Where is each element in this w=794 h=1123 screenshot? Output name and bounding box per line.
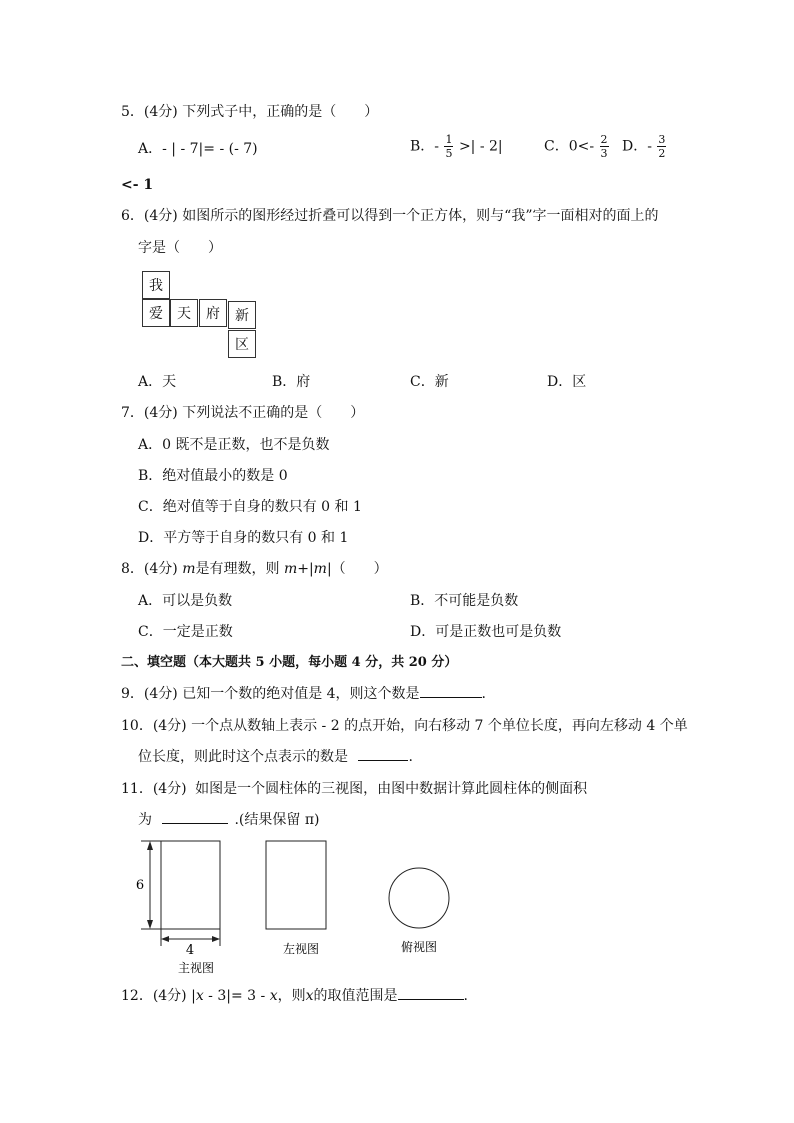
net-cell: 新 <box>228 301 256 329</box>
q8-var-m: m <box>182 561 196 577</box>
fraction-denominator: 2 <box>658 147 666 160</box>
fraction-numerator: 3 <box>658 133 666 146</box>
q6-option-b: B．府 <box>272 374 311 390</box>
net-cell: 区 <box>228 330 256 358</box>
q7-option-c: C．绝对值等于自身的数只有 0 和 1 <box>138 499 362 515</box>
q12-mid2: ，则 <box>277 988 306 1004</box>
section-heading-fill-in: 二、填空题（本大题共 5 小题，每小题 4 分，共 20 分） <box>121 655 458 670</box>
top-view-label: 俯视图 <box>400 940 438 954</box>
q12-var-x: x <box>305 988 314 1004</box>
q5-option-c <box>544 134 610 159</box>
left-view-label: 左视图 <box>282 942 320 956</box>
q10-line1: 10．(4分) 一个点从数轴上表示 - 2 的点开始，向右移动 7 个单位长度，再向左移动 4 个单 <box>121 718 688 734</box>
width-dimension-label: 4 <box>185 943 195 958</box>
fraction-numerator: 2 <box>600 133 608 146</box>
q6-stem-line2: 字是（ ） <box>138 240 222 256</box>
q8-stem-suffix: |（ ） <box>326 561 388 577</box>
q7-option-b: B．绝对值最小的数是 0 <box>138 468 288 484</box>
q8-stem-mid: 是有理数，则 <box>195 561 280 577</box>
q5-option-d-prefix: D．- <box>622 138 652 155</box>
q10-line2-text: 位长度，则此时这个点表示的数是 <box>138 749 348 765</box>
q9-stem <box>121 686 486 703</box>
q5-option-b-suffix: >| - 2| <box>458 138 503 155</box>
net-cell: 天 <box>170 299 198 327</box>
q6-option-c: C．新 <box>410 374 449 390</box>
q6-option-a: A．天 <box>138 374 177 390</box>
q8-stem-prefix: 8．(4分) <box>121 561 178 577</box>
q12-mid1: - 3|= 3 - <box>203 988 270 1004</box>
q10-answer-blank[interactable] <box>358 760 408 761</box>
q11-line1: 11．(4分) 如图是一个圆柱体的三视图，由图中数据计算此圆柱体的侧面积 <box>121 781 588 797</box>
net-cell: 府 <box>199 299 227 327</box>
q5-option-b <box>410 134 503 159</box>
fraction-denominator: 5 <box>445 147 453 160</box>
fraction-denominator: 3 <box>600 147 608 160</box>
fraction-numerator: 1 <box>445 133 453 146</box>
q8-option-b: B．不可能是负数 <box>410 593 519 609</box>
q11-line2-suffix: .(结果保留 π) <box>234 812 320 828</box>
q12-suffix: 的取值范围是 <box>313 988 398 1004</box>
q11-line2 <box>138 812 319 829</box>
q5-option-d <box>622 134 667 159</box>
q12-period: . <box>463 988 468 1004</box>
q12-stem <box>121 988 468 1005</box>
q5-option-b-fraction <box>444 134 453 159</box>
q8-option-c: C．一定是正数 <box>138 624 233 640</box>
q9-answer-blank[interactable] <box>420 697 482 698</box>
q8-plus: +| <box>297 561 314 577</box>
q7-option-d: D．平方等于自身的数只有 0 和 1 <box>138 530 349 546</box>
q5-option-b-prefix: B．- <box>410 138 440 155</box>
q8-option-a: A．可以是负数 <box>138 593 233 609</box>
q9-period: . <box>481 686 486 702</box>
q8-var-m: m <box>313 561 327 577</box>
three-views-figure <box>130 836 460 981</box>
q5-option-d-wrap: <- 1 <box>121 177 154 193</box>
q6-option-d: D．区 <box>547 374 587 390</box>
q12-prefix: 12．(4分) | <box>121 988 196 1004</box>
q8-option-d: D．可是正数也可是负数 <box>410 624 562 640</box>
q9-stem-text: 9．(4分) 已知一个数的绝对值是 4，则这个数是 <box>121 686 420 702</box>
left-view-rect <box>266 841 326 929</box>
height-dimension-label: 6 <box>135 878 145 893</box>
q5-option-c-prefix: C．0<- <box>544 138 595 155</box>
q10-period: . <box>408 749 413 765</box>
q12-answer-blank[interactable] <box>398 999 464 1000</box>
q8-stem <box>121 561 388 578</box>
front-view-rect <box>161 841 220 929</box>
net-cell: 我 <box>142 271 170 299</box>
q11-answer-blank[interactable] <box>162 823 228 824</box>
q12-var-x: x <box>195 988 204 1004</box>
q12-var-x: x <box>269 988 278 1004</box>
q5-option-c-fraction <box>600 134 609 159</box>
q10-line2 <box>138 749 413 766</box>
top-view-circle <box>389 868 449 928</box>
front-view-label: 主视图 <box>177 961 215 975</box>
q6-stem-line1: 6．(4分) 如图所示的图形经过折叠可以得到一个正方体，则与“我”字一面相对的面上的 <box>121 208 659 224</box>
q5-stem: 5．(4分) 下列式子中，正确的是（ ） <box>121 104 379 120</box>
q11-line2-prefix: 为 <box>138 812 152 828</box>
q5-option-d-fraction <box>657 134 666 159</box>
q7-stem: 7．(4分) 下列说法不正确的是（ ） <box>121 405 365 421</box>
q7-option-a: A．0 既不是正数，也不是负数 <box>138 437 330 453</box>
net-cell: 爱 <box>142 299 170 327</box>
q8-var-m: m <box>283 561 298 577</box>
q5-option-a: A．- | - 7|= - (- 7) <box>138 141 258 157</box>
